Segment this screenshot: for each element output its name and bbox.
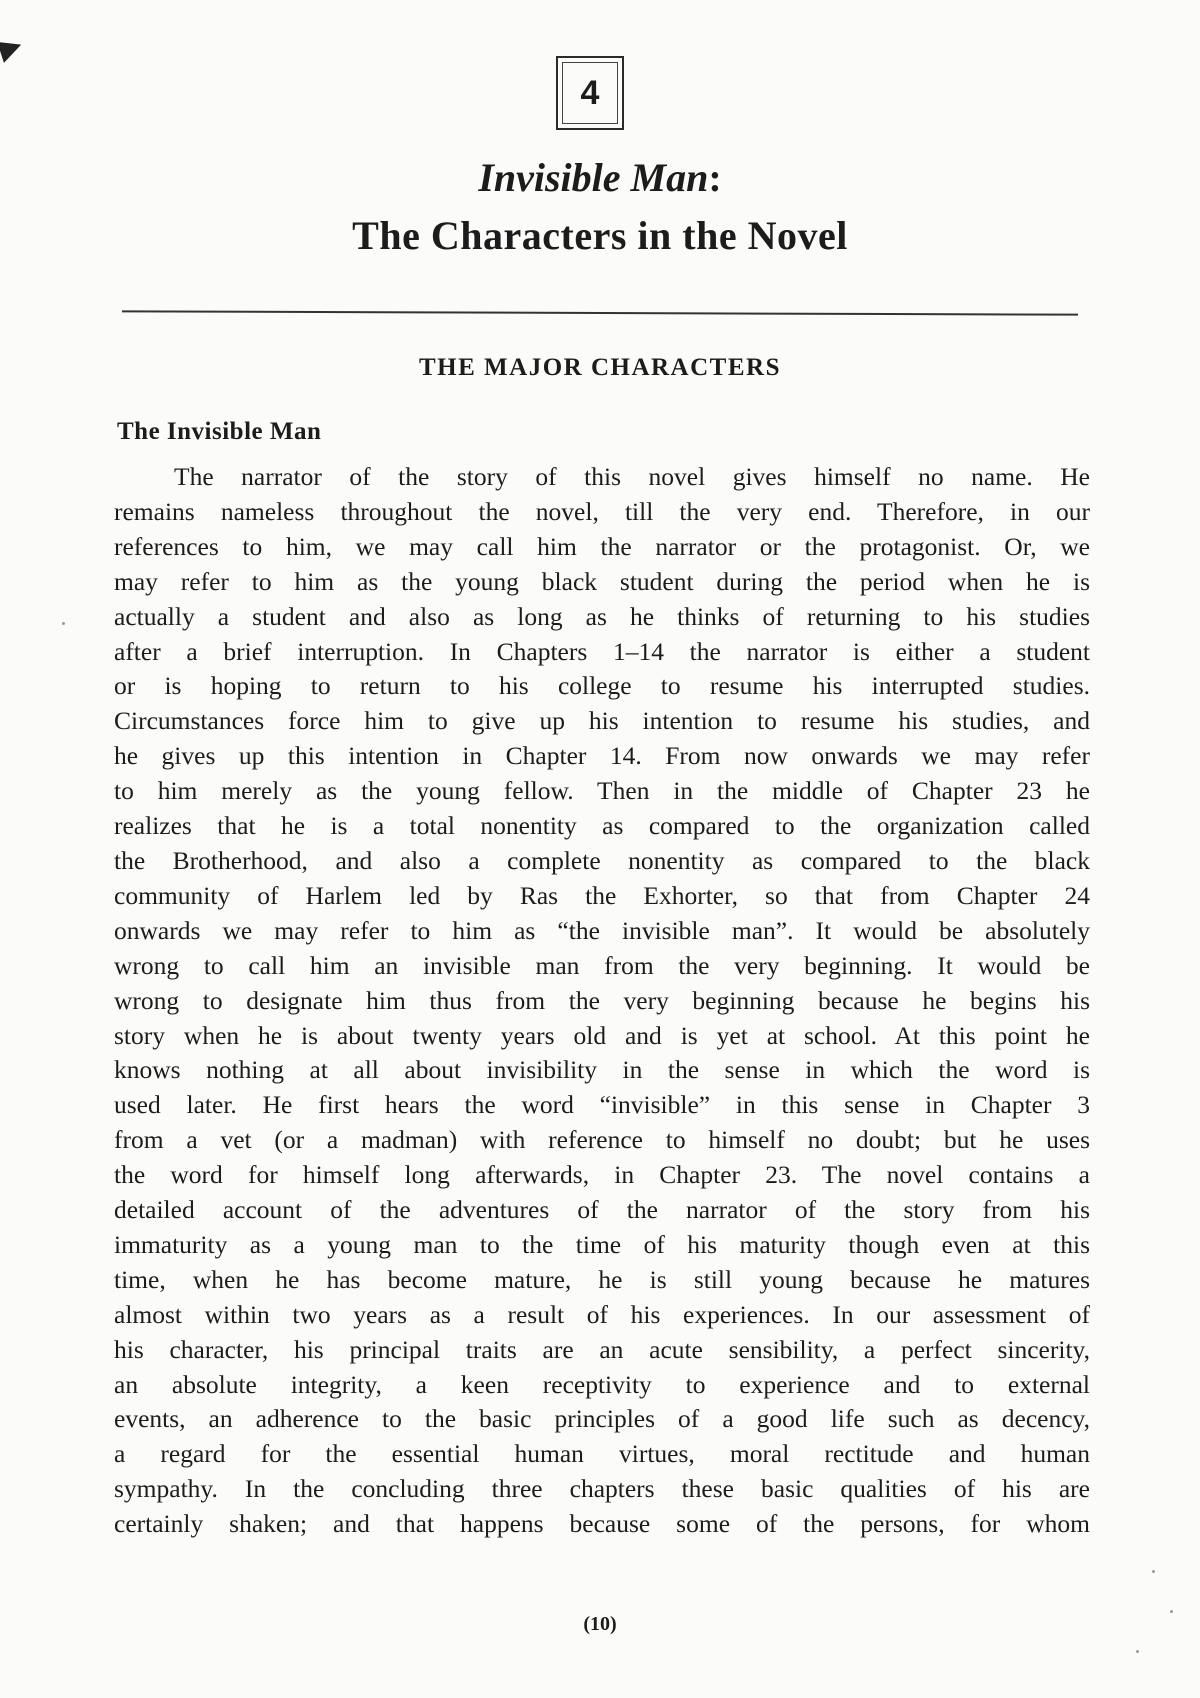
chapter-number: 4 bbox=[580, 73, 600, 112]
chapter-number-box bbox=[556, 56, 624, 130]
body-line: an absolute integrity, a keen receptivity to experience and to external bbox=[114, 1369, 1090, 1399]
body-line: immaturity as a young man to the time of his maturity though even at this bbox=[114, 1229, 1090, 1259]
body-line: or is hoping to return to his college to resume his interrupted studies. bbox=[114, 671, 1090, 701]
body-line: from a vet (or a madman) with reference to himself no doubt; but he uses bbox=[114, 1125, 1090, 1155]
body-line: almost within two years as a result of his experiences. In our assessment of bbox=[114, 1299, 1090, 1329]
chapter-title-separator: : bbox=[708, 155, 722, 200]
body-line: he gives up this intention in Chapter 14. From now onwards we may refer bbox=[114, 741, 1090, 771]
chapter-title-line1 bbox=[0, 154, 1200, 201]
character-subheading: The Invisible Man bbox=[117, 418, 322, 445]
body-line: his character, his principal traits are an acute sensibility, a perfect sincerity, bbox=[114, 1334, 1090, 1364]
scan-speck bbox=[1136, 1650, 1139, 1653]
body-line: actually a student and also as long as he thinks of returning to his studies bbox=[114, 601, 1090, 631]
body-line: a regard for the essential human virtues, moral rectitude and human bbox=[114, 1439, 1090, 1469]
body-line: The narrator of the story of this novel gives himself no name. He bbox=[174, 462, 1090, 491]
body-line: after a brief interruption. In Chapters 1–14 the narrator is either a student bbox=[114, 636, 1090, 666]
body-line: knows nothing at all about invisibility in the sense in which the word is bbox=[114, 1055, 1090, 1085]
body-line: realizes that he is a total nonentity as compared to the organization called bbox=[114, 811, 1090, 841]
body-line: may refer to him as the young black student during the period when he is bbox=[114, 566, 1090, 596]
body-line: events, an adherence to the basic principles of a good life such as decency, bbox=[114, 1404, 1090, 1434]
body-line: certainly shaken; and that happens because some of the persons, for whom bbox=[114, 1509, 1090, 1539]
body-line: wrong to call him an invisible man from the very beginning. It would be bbox=[114, 950, 1090, 980]
body-line: the Brotherhood, and also a complete nonentity as compared to the black bbox=[114, 845, 1090, 875]
body-line: sympathy. In the concluding three chapters these basic qualities of his are bbox=[114, 1474, 1090, 1504]
body-line: time, when he has become mature, he is still young because he matures bbox=[114, 1264, 1090, 1294]
body-line: story when he is about twenty years old and is yet at school. At this point he bbox=[114, 1020, 1090, 1050]
corner-mark bbox=[0, 35, 25, 63]
body-line: onwards we may refer to him as “the invisible man”. It would be absolutely bbox=[114, 915, 1090, 945]
body-line: detailed account of the adventures of the narrator of the story from his bbox=[114, 1195, 1090, 1225]
body-line: wrong to designate him thus from the very beginning because he begins his bbox=[114, 985, 1090, 1015]
body-line: the word for himself long afterwards, in Chapter 23. The novel contains a bbox=[114, 1160, 1090, 1190]
body-line: used later. He first hears the word “invisible” in this sense in Chapter 3 bbox=[114, 1090, 1090, 1120]
page-number: (10) bbox=[583, 1613, 617, 1635]
body-line: community of Harlem led by Ras the Exhorter, so that from Chapter 24 bbox=[114, 880, 1090, 910]
scan-speck bbox=[1170, 1610, 1173, 1613]
body-paragraph bbox=[114, 460, 1090, 1542]
scan-speck bbox=[62, 622, 65, 625]
chapter-title-line2: The Characters in the Novel bbox=[352, 213, 848, 258]
body-line: references to him, we may call him the narrator or the protagonist. Or, we bbox=[114, 531, 1090, 561]
body-line: remains nameless throughout the novel, till the very end. Therefore, in our bbox=[114, 496, 1090, 526]
scan-speck bbox=[1152, 1570, 1155, 1573]
section-heading: THE MAJOR CHARACTERS bbox=[419, 354, 781, 381]
title-divider bbox=[122, 310, 1078, 315]
body-line: to him merely as the young fellow. Then in the middle of Chapter 23 he bbox=[114, 776, 1090, 806]
chapter-title-italic: Invisible Man bbox=[478, 155, 709, 200]
body-line: Circumstances force him to give up his intention to resume his studies, and bbox=[114, 706, 1090, 736]
